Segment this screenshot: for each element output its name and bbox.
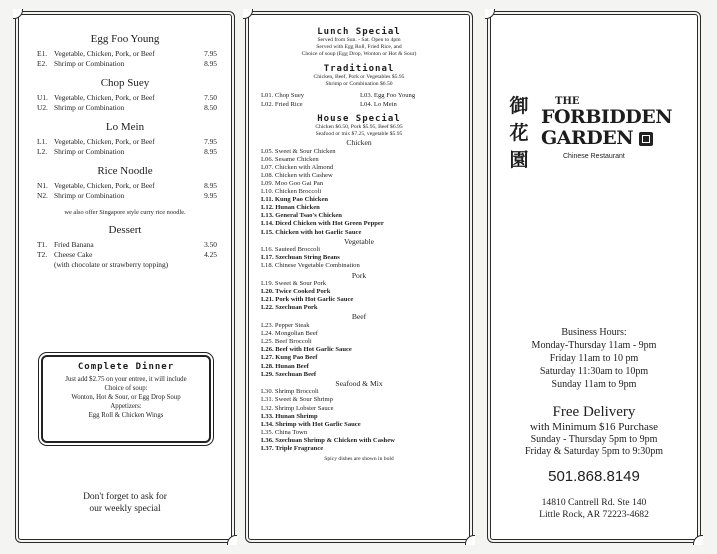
chinese-character: 園 [509,149,529,171]
menu-item-spicy: L28. Hunan Beef [261,362,309,370]
item-price: 9.95 [204,191,217,200]
item-code: N1. [37,181,48,190]
lunch-info-line: Served with Egg Roll, Fried Rice, and [316,44,402,50]
menu-item-spicy: L29. Szechuan Beef [261,370,317,378]
delivery-info [491,404,697,485]
item-price: 7.95 [204,137,217,146]
menu-item [19,49,231,59]
item-price: 8.95 [204,59,217,68]
menu-item: L31. Sweet & Sour Shrimp [261,396,333,404]
chinese-character: 花 [509,122,529,144]
house-special-title: House Special [317,114,401,124]
lunch-special-title: Lunch Special [317,27,401,37]
category-title: Pork [351,270,367,280]
complete-dinner-line: Appetizers: [110,403,142,410]
menu-item: L10. Chicken Broccoli [261,188,322,196]
category-title: Rice Noodle [97,165,153,177]
menu-item-spicy: L27. Kung Pao Beef [261,354,318,362]
item-price: 7.95 [204,49,217,58]
menu-item-spicy: L21. Pork with Hot Garlic Sauce [261,296,354,304]
item-name: Vegetable, Chicken, Pork, or Beef [54,137,155,146]
seal-icon [639,132,653,146]
menu-item: L03. Egg Foo Young [360,92,416,99]
menu-item-spicy: L26. Beef with Hot Garlic Sauce [261,346,352,354]
menu-item [19,191,231,201]
traditional-price-line: Shrimp or Combination $6.50 [325,81,393,87]
item-price: 4.25 [204,250,217,259]
lunch-info-line: Choice of soup (Egg Drop, Wonton or Hot & Sour) [301,51,417,57]
logo-the: THE [555,96,580,107]
menu-item: L06. Sesame Chicken [261,155,319,163]
category-title: Lo Mein [105,121,145,133]
menu-item [19,93,231,103]
item-price: 7.50 [204,93,217,102]
menu-item: L01. Chop Suey [261,92,305,99]
item-code: L1. [37,137,48,146]
item-code: N2. [37,191,48,200]
menu-item-spicy: L17. Szechuan String Beans [261,254,340,262]
menu-item: L35. China Town [261,428,308,436]
menu-item-spicy: L14. Diced Chicken with Hot Green Pepper [261,220,384,228]
item-code: T1. [37,240,48,249]
address-line: 14810 Cantrell Rd. Ste 140 [541,497,647,508]
hours-title: Business Hours: [561,327,627,338]
house-special-groups [249,138,469,453]
item-name: Shrimp or Combination [54,103,125,112]
complete-dinner-box [41,355,211,443]
menu-item-spicy: L33. Hunan Shrimp [261,412,318,420]
item-price: 3.50 [204,240,217,249]
menu-item [19,103,231,113]
category-title: Egg Foo Young [90,33,160,45]
complete-dinner-line: Choice of soup: [104,385,148,392]
logo-subtitle: Chinese Restaurant [563,153,625,160]
phone-number[interactable]: 501.868.8149 [548,467,640,485]
menu-item: L25. Beef Broccoli [261,338,312,346]
section-note: we also offer Singapore style curry rice noodle. [64,209,186,216]
item-name: Cheese Cake [54,250,93,259]
menu-item: L18. Chinese Vegetable Combination [261,262,360,270]
menu-item [19,250,231,260]
delivery-title: Free Delivery [552,404,636,420]
logo-line2: GARDEN [541,127,634,149]
address-line: Little Rock, AR 72223-4682 [539,509,649,520]
menu-item-spicy: L22. Szechuan Pork [261,304,318,312]
hours-line: Monday-Thursday 11am - 9pm [531,340,657,351]
menu-item-spicy: L20. Twice Cooked Pork [261,288,331,296]
category-title: Seafood & Mix [335,378,383,388]
item-name: Shrimp or Combination [54,59,125,68]
menu-item: L07. Chicken with Almond [261,163,334,171]
menu-item: L02. Fried Rice [261,100,303,108]
menu-item-spicy: L12. Hunan Chicken [261,204,320,212]
menu-item [19,181,231,191]
complete-dinner-title: Complete Dinner [77,362,175,372]
house-price-line: Chicken $6.50, Pork $5.95, Beef $6.95 [315,124,403,130]
menu-item [19,147,231,157]
delivery-minimum: with Minimum $16 Purchase [529,421,659,433]
hours-line: Sunday 11am to 9pm [551,379,637,390]
weekly-special-line: Don't forget to ask for [83,492,167,502]
menu-item [19,137,231,147]
weekly-special-line: our weekly special [89,504,161,514]
traditional-price-line: Chicken, Beef, Pork or Vegetables $5.95 [313,74,405,80]
restaurant-logo [507,93,687,203]
menu-item: L04. Lo Mein [360,100,397,108]
spicy-note: Spicy dishes are shown in bold [324,456,394,463]
hours-line: Saturday 11:30am to 10pm [539,366,649,377]
item-name: Shrimp or Combination [54,191,125,200]
item-subtext: (with chocolate or strawberry topping) [54,260,169,269]
item-code: L2. [37,147,48,156]
menu-item-spicy: L13. General Tsao's Chicken [261,212,342,220]
address [491,497,697,521]
menu-item: L16. Sauteed Broccoli [261,246,321,254]
category-title: Dessert [108,224,142,236]
lunch-info-line: Served from Sun. - Sat. Open to 4pm [317,37,401,43]
menu-item: L23. Pepper Steak [261,322,310,330]
chinese-character: 御 [509,95,529,117]
item-name: Vegetable, Chicken, Pork, or Beef [54,93,155,102]
item-name: Vegetable, Chicken, Pork, or Beef [54,49,155,58]
complete-dinner-line: Just add $2.75 on your entree, it will include [65,376,187,383]
business-hours [491,326,697,391]
category-title: Chop Suey [100,77,150,89]
menu-item-spicy: L11. Kung Pao Chicken [261,196,329,204]
menu-sections [19,33,231,270]
menu-panel-center [248,14,470,540]
menu-panel-right [490,14,698,540]
menu-item: L08. Chicken with Cashew [261,171,333,179]
item-code: U1. [37,93,48,102]
menu-panel-left [18,14,232,540]
item-price: 8.95 [204,147,217,156]
menu-item-spicy: L36. Szechuan Shrimp & Chicken with Cashew [261,436,395,444]
complete-dinner-line: Wonton, Hot & Sour, or Egg Drop Soup [71,394,181,401]
item-code: E1. [37,49,48,58]
item-name: Fried Banana [54,240,94,249]
category-title: Chicken [346,138,372,147]
item-code: U2. [37,103,48,112]
menu-item: L19. Sweet & Sour Pork [261,280,327,288]
traditional-title: Traditional [323,64,395,74]
menu-item: L24. Mongolian Beef [261,330,318,338]
category-title: Beef [351,312,367,322]
logo-line1: FORBIDDEN [541,106,673,128]
delivery-hours-line: Friday & Saturday 5pm to 9:30pm [524,446,664,457]
category-title: Vegetable [344,236,374,246]
menu-item-spicy: L37. Triple Fragrance [261,444,324,452]
complete-dinner-line: Egg Roll & Chicken Wings [88,412,164,419]
item-code: T2. [37,250,48,259]
menu-item: L05. Sweet & Sour Chicken [261,147,336,155]
traditional-items [249,88,469,111]
menu-item: L09. Moo Goo Gai Pan [261,179,324,187]
house-price-line: Seafood or mix $7.25, vegetable $5.95 [315,131,403,137]
menu-item [19,240,231,250]
item-price: 8.95 [204,181,217,190]
menu-item: L32. Shrimp Lobster Sauce [261,404,334,412]
item-name: Vegetable, Chicken, Pork, or Beef [54,181,155,190]
item-name: Shrimp or Combination [54,147,125,156]
hours-line: Friday 11am to 10 pm [549,353,639,364]
menu-item [19,59,231,69]
menu-item-spicy: L34. Shrimp with Hot Garlic Sauce [261,420,361,428]
delivery-hours-line: Sunday - Thursday 5pm to 9pm [530,433,658,445]
weekly-special-note [19,491,231,515]
menu-item-spicy: L15. Chicken with hot Garlic Sauce [261,228,362,236]
menu-item: L30. Shrimp Broccoli [261,388,319,396]
item-code: E2. [37,59,48,68]
item-price: 8.50 [204,103,217,112]
